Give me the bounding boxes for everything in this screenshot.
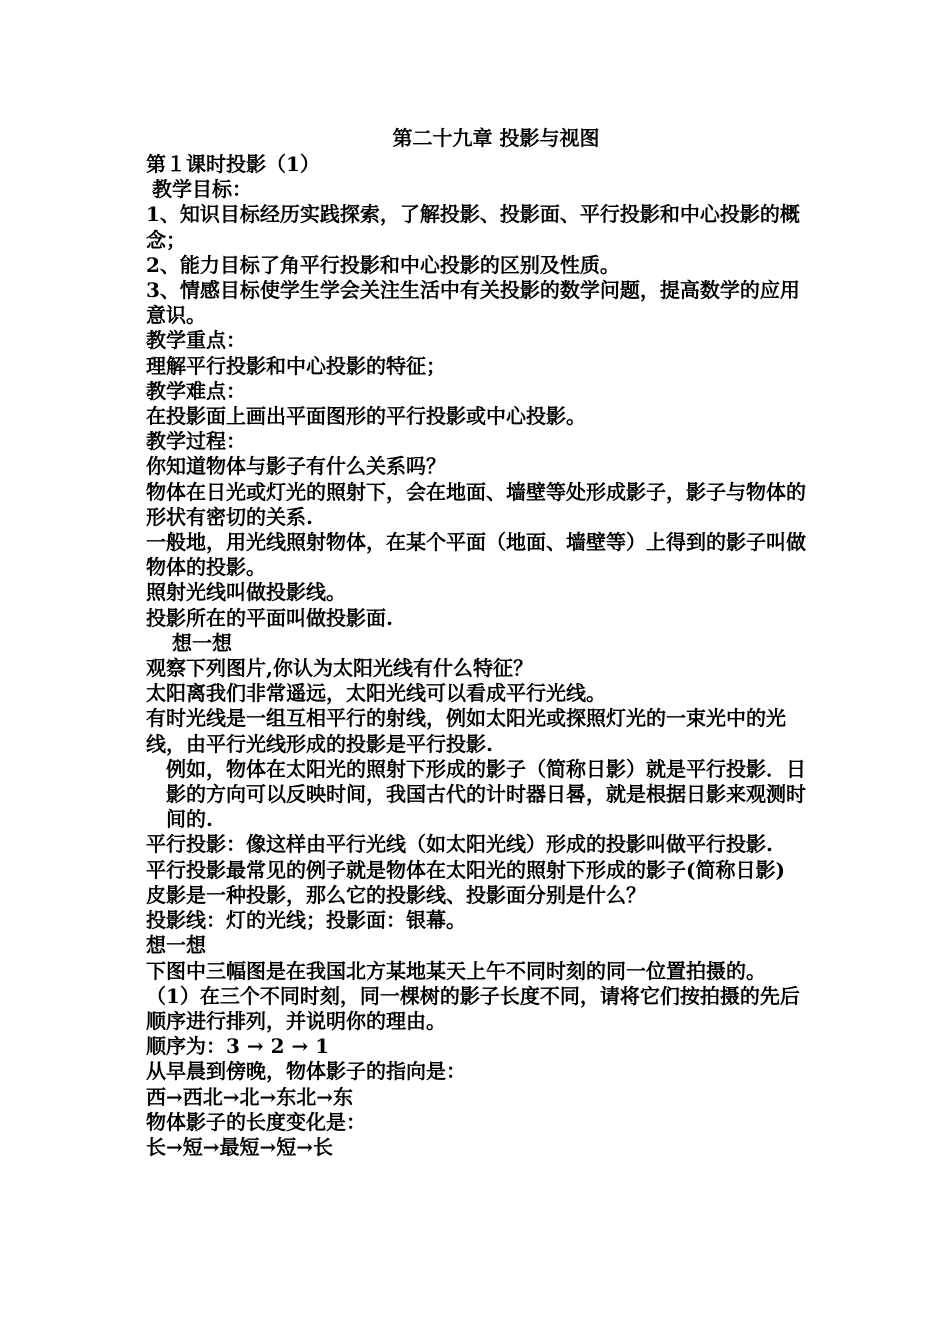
paragraph: 教学难点：	[146, 378, 246, 403]
paragraph: 物体影子的长度变化是：	[146, 1109, 366, 1134]
paragraph: 理解平行投影和中心投影的特征；	[146, 353, 446, 378]
paragraph: 顺序为：3 → 2 → 1	[146, 1034, 330, 1059]
paragraph: 你知道物体与影子有什么关系吗？	[146, 454, 446, 479]
paragraph: 3、情感目标使学生学会关注生活中有关投影的数学问题，提高数学的应用意识。	[146, 278, 800, 328]
paragraph: 太阳离我们非常遥远，太阳光线可以看成平行光线。	[146, 681, 606, 706]
paragraph: 长→短→最短→短→长	[146, 1134, 334, 1159]
paragraph: 投影线：灯的光线；投影面：银幕。	[146, 908, 466, 933]
paragraph: （1）在三个不同时刻，同一棵树的影子长度不同，请将它们按拍摄的先后顺序进行排列，并说明你的理由。	[146, 983, 800, 1033]
paragraph: 下图中三幅图是在我国北方某地某天上午不同时刻的同一位置拍摄的。	[146, 958, 766, 983]
paragraph: 从早晨到傍晚，物体影子的指向是：	[146, 1059, 466, 1084]
paragraph: 教学过程：	[146, 429, 246, 454]
paragraph: 在投影面上画出平面图形的平行投影或中心投影。	[146, 404, 586, 429]
chapter-title: 第二十九章 投影与视图	[392, 126, 600, 150]
paragraph: 皮影是一种投影，那么它的投影线、投影面分别是什么？	[146, 882, 646, 907]
paragraph: 投影所在的平面叫做投影面.	[146, 605, 393, 630]
paragraph: 西→西北→北→东北→东	[146, 1084, 354, 1109]
paragraph: 教学目标：	[152, 177, 252, 202]
paragraph: 教学重点：	[146, 328, 246, 353]
paragraph: 2、能力目标了角平行投影和中心投影的区别及性质。	[146, 252, 620, 277]
lesson-heading: 第１课时投影（1）	[146, 152, 320, 176]
paragraph: 平行投影最常见的例子就是物体在太阳光的照射下形成的影子(简称日影)	[146, 857, 785, 882]
paragraph: 想一想	[172, 630, 232, 655]
paragraph: 物体在日光或灯光的照射下，会在地面、墙壁等处形成影子，影子与物体的形状有密切的关系.	[146, 479, 806, 529]
paragraph: 观察下列图片,你认为太阳光线有什么特征？	[146, 656, 533, 681]
paragraph: 例如，物体在太阳光的照射下形成的影子（简称日影）就是平行投影．日影的方向可以反映时间，我国古代的计时器日晷，就是根据日影来观测时间的.	[166, 756, 806, 832]
paragraph: 平行投影：像这样由平行光线（如太阳光线）形成的投影叫做平行投影.	[146, 832, 773, 857]
document-page	[146, 124, 810, 1160]
paragraph: 想一想	[146, 933, 206, 958]
paragraph: 一般地，用光线照射物体，在某个平面（地面、墙壁等）上得到的影子叫做物体的投影。	[146, 530, 806, 580]
paragraph: 有时光线是一组互相平行的射线，例如太阳光或探照灯光的一束光中的光线，由平行光线形成的投影是平行投影.	[146, 706, 786, 756]
paragraph: 照射光线叫做投影线。	[146, 580, 346, 605]
paragraph: 1、知识目标经历实践探索，了解投影、投影面、平行投影和中心投影的概念；	[146, 202, 800, 252]
